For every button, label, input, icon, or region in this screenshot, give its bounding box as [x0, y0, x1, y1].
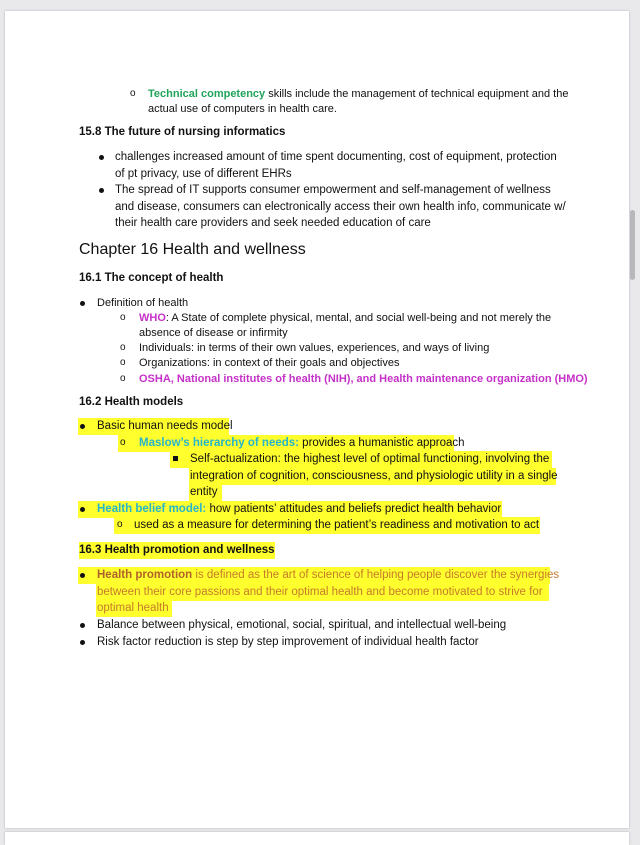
- bullet-icon: [80, 573, 85, 578]
- bullet-icon: [80, 640, 85, 645]
- future-bullet-2-line-3: their health care providers and seek needed education of care: [115, 217, 431, 229]
- who-definition-line-1: WHO: A State of complete physical, mental, and social well-being and not merely the: [139, 312, 552, 324]
- osha-line: OSHA, National institutes of health (NIH), and Health maintenance organization (HMO): [139, 373, 588, 385]
- future-bullet-2-line-2: and disease, consumers can electronically access their own health info, communicate w/: [115, 201, 566, 213]
- sub-bullet-icon: o: [117, 519, 123, 530]
- self-actualization-line-2: integration of cognition, consciousness, and physiologic utility in a single: [190, 470, 558, 482]
- definition-of-health: Definition of health: [97, 297, 189, 309]
- balance-line: Balance between physical, emotional, social, spiritual, and intellectual well-being: [97, 619, 507, 631]
- section-heading-15-8: 15.8 The future of nursing informatics: [79, 126, 286, 138]
- sub-bullet-icon: o: [130, 88, 136, 99]
- section-heading-16-2: 16.2 Health models: [79, 396, 184, 408]
- bullet-icon: [99, 188, 104, 193]
- who-definition-line-2: absence of disease or infirmity: [139, 327, 288, 339]
- bullet-icon: [80, 623, 85, 628]
- scrollbar-thumb[interactable]: [630, 210, 635, 280]
- tech-competency-line: Technical competency skills include the management of technical equipment and the: [148, 88, 569, 100]
- sub-bullet-icon: o: [120, 357, 126, 368]
- health-belief-model-line: Health belief model: how patients’ attitudes and beliefs predict health behavior: [97, 503, 502, 515]
- hbm-sub-line: used as a measure for determining the patient’s readiness and motivation to act: [134, 519, 540, 531]
- future-bullet-1-line-1: challenges increased amount of time spent documenting, cost of equipment, protection: [115, 151, 557, 163]
- sub-bullet-icon: o: [120, 312, 126, 323]
- bullet-icon: [80, 507, 85, 512]
- chapter-title: Chapter 16 Health and wellness: [79, 241, 306, 258]
- individuals-definition: Individuals: in terms of their own values, experiences, and ways of living: [139, 342, 490, 354]
- section-heading-16-3: 16.3 Health promotion and wellness: [79, 542, 275, 559]
- section-heading-16-1: 16.1 The concept of health: [79, 272, 224, 284]
- bullet-icon: [80, 301, 85, 306]
- bullet-icon: [99, 155, 104, 160]
- health-promotion-line-1: Health promotion is defined as the art of science of helping people discover the synergies: [97, 569, 560, 581]
- sub-bullet-icon: o: [120, 342, 126, 353]
- organizations-definition: Organizations: in context of their goals and objectives: [139, 357, 400, 369]
- maslow-line: Maslow’s hierarchy of needs: provides a humanistic approach: [139, 437, 465, 449]
- future-bullet-1-line-2: of pt privacy, use of different EHRs: [115, 168, 292, 180]
- health-promotion-line-3: optimal health: [97, 602, 169, 614]
- basic-human-needs-model: Basic human needs model: [97, 420, 233, 432]
- self-actualization-line-3: entity: [190, 486, 218, 498]
- sub-bullet-icon: o: [120, 373, 126, 384]
- self-actualization-line-1: Self-actualization: the highest level of optimal functioning, involving the: [190, 453, 550, 465]
- health-promotion-line-2: between their core passions and their optimal health and become motivated to strive for: [97, 586, 543, 598]
- sub-bullet-icon: o: [120, 437, 126, 448]
- square-bullet-icon: [173, 456, 178, 461]
- risk-factor-line: Risk factor reduction is step by step improvement of individual health factor: [97, 636, 479, 648]
- bullet-icon: [80, 424, 85, 429]
- tech-competency-line-2: actual use of computers in health care.: [148, 103, 337, 115]
- next-page-edge: [5, 832, 629, 845]
- future-bullet-2-line-1: The spread of IT supports consumer empowerment and self-management of wellness: [115, 184, 551, 196]
